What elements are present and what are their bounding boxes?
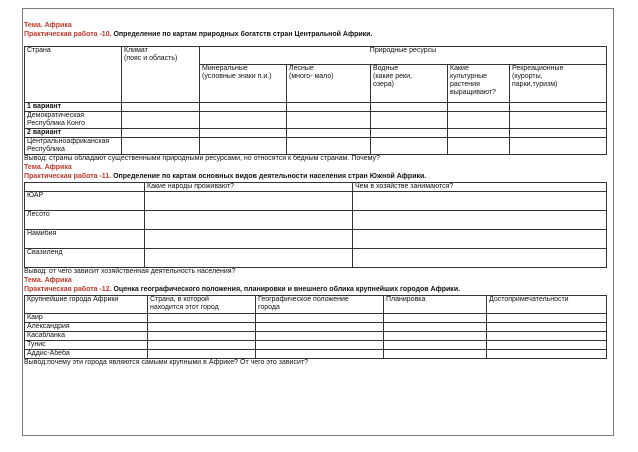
conclusion-3: Вывод:почему эти города являются самыми крупными в Африке? От чего это зависит?	[24, 359, 309, 366]
country-row: Демократическая Республика Конго	[25, 112, 122, 129]
col-layout: Планировка	[384, 296, 487, 314]
country-row: Свазиленд	[25, 249, 145, 268]
col-position: Географическое положение города	[256, 296, 384, 314]
city-row: Тунис	[25, 341, 148, 350]
task-title-1: Определение по картам природных богатств стран Центральной Африки.	[111, 31, 373, 38]
task-heading-2	[24, 173, 606, 182]
col-country: Страна	[25, 47, 122, 103]
col-resources: Природные ресурсы	[200, 47, 607, 65]
topic-heading-1: Тема. Африка	[24, 22, 72, 29]
task-title-2: Определение по картам основных видов деятельности населения стран Южной Африки.	[111, 173, 427, 180]
worksheet	[24, 22, 606, 368]
col-city: Крупнейшие города Африки	[25, 296, 148, 314]
topic-heading-3: Тема. Африка	[24, 277, 72, 284]
col-water: Водные (какие реки, озера)	[371, 65, 448, 103]
resources-table	[24, 46, 607, 155]
city-row: Александрия	[25, 323, 148, 332]
col-plants: Какие культурные растения выращивают?	[448, 65, 510, 103]
task-heading-3	[24, 286, 606, 295]
col-forest: Лесные (много- мало)	[287, 65, 371, 103]
col-country: Страна, в которой находится этот город	[148, 296, 256, 314]
col-recreation: Рекреационные (курорты, парки,туризм)	[510, 65, 607, 103]
economy-table	[24, 182, 607, 268]
col-sights: Достопримечательности	[487, 296, 607, 314]
col-climate: Климат (пояс и область)	[122, 47, 200, 103]
city-row: Каир	[25, 314, 148, 323]
topic-heading-2: Тема. Африка	[24, 164, 72, 171]
country-row: Центральноафриканская Республика	[25, 138, 122, 155]
country-row: ЮАР	[25, 192, 145, 211]
col-peoples: Какие народы проживают?	[145, 183, 353, 192]
cities-table	[24, 295, 607, 359]
task-title-3: Оценка географического положения, планировки и внешнего облика крупнейших городов Африки.	[111, 286, 461, 293]
variant-2-label: 2 вариант	[25, 129, 122, 138]
conclusion-1: Вывод: страны обладают существенными природными ресурсами, но относятся к бедным странам. Почему?	[24, 155, 380, 162]
task-number-2: Практическая работа -11.	[24, 173, 112, 180]
task-heading-1	[24, 31, 606, 40]
col-economy: Чем в хозяйстве занимаются?	[353, 183, 607, 192]
country-row: Лесото	[25, 211, 145, 230]
variant-1-label: 1 вариант	[25, 103, 122, 112]
city-row: Аддис-Абеба	[25, 350, 148, 359]
col-mineral: Минеральные (условные знаки п.и.)	[200, 65, 287, 103]
conclusion-2: Вывод: от чего зависит хозяйственная деятельность населения?	[24, 268, 236, 275]
city-row: Касабланка	[25, 332, 148, 341]
country-row: Намибия	[25, 230, 145, 249]
task-number-3: Практическая работа -12.	[24, 286, 112, 293]
task-number-1: Практическая работа -10.	[24, 31, 112, 38]
